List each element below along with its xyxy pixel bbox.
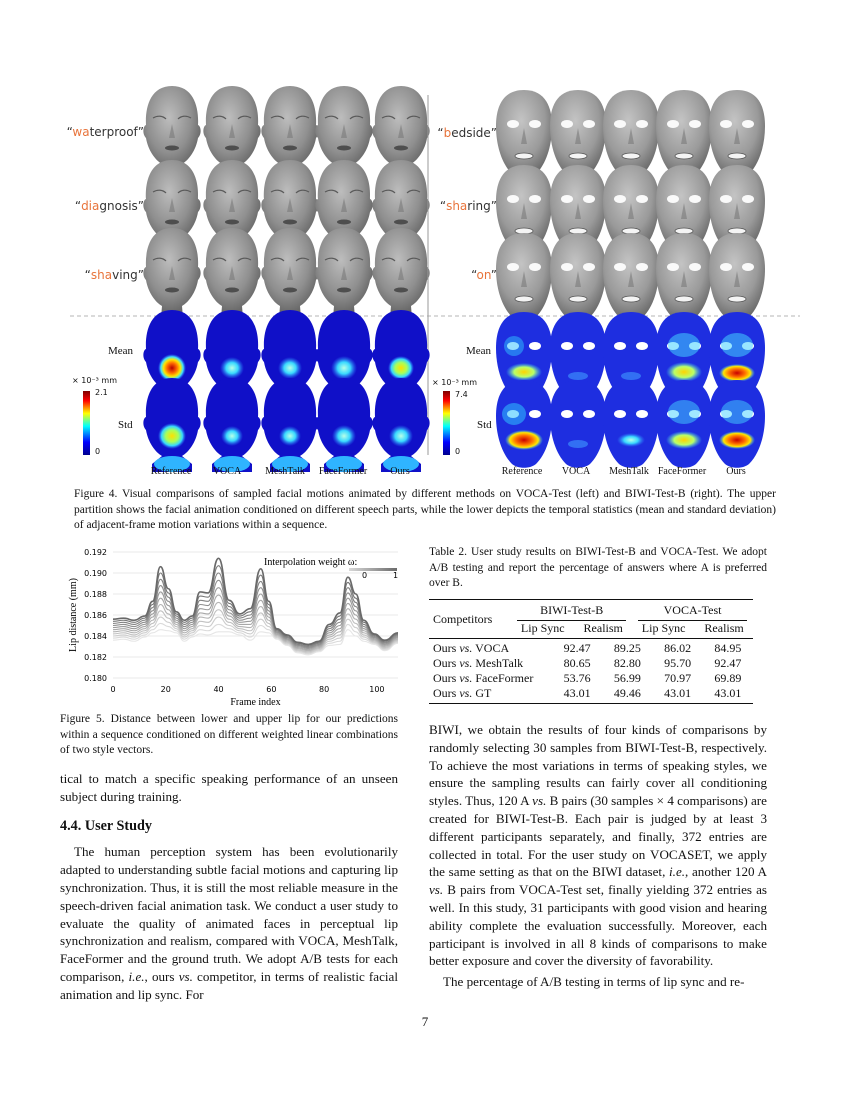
header-voca: VOCA-Test bbox=[632, 603, 753, 621]
right-col-meshtalk: MeshTalk bbox=[609, 466, 649, 477]
page-number: 7 bbox=[421, 1014, 429, 1029]
right-scale-max: 7.4 bbox=[455, 390, 468, 399]
table-row: Ours vs. MeshTalk 80.65 82.80 95.70 92.47 bbox=[433, 656, 742, 670]
header-biwi: BIWI-Test-B bbox=[511, 603, 632, 621]
table-row: Ours vs. FaceFormer 53.76 56.99 70.97 69.89 bbox=[433, 671, 742, 685]
legend-max: 1 bbox=[393, 571, 399, 580]
right-grey-masks bbox=[496, 90, 765, 321]
y-tick-label: 0.186 bbox=[84, 611, 107, 620]
x-tick-label: 20 bbox=[160, 685, 171, 694]
legend-title: Interpolation weight ω: bbox=[264, 557, 358, 568]
right-colorbar bbox=[443, 391, 450, 455]
y-tick-label: 0.190 bbox=[84, 569, 107, 578]
left-col-voca: VOCA bbox=[212, 466, 242, 477]
figure-5-chart bbox=[60, 542, 410, 712]
right-col-voca: VOCA bbox=[561, 466, 591, 477]
paragraph-user-study: The human perception system has been evolutionarily adapted to understanding subtle facial motions and capturing lip synchronization. Thus, it is still the most reliable measure in the speech-driven facial animation task. We conduct a user study to evaluate the quality of animated faces in perceptual lip synchronization and realism, compared with VOCA, MeshTalk, FaceFormer and the ground truth. We adopt A/B tests for each comparison, i.e., ours vs. competitor, in terms of realistic facial animation and lip sync. For bbox=[60, 844, 399, 1002]
paragraph-continued: tical to match a specific speaking performance of an unseen subject during training. bbox=[60, 771, 398, 804]
y-tick-label: 0.184 bbox=[84, 632, 107, 641]
left-scale-unit: × 10⁻³ mm bbox=[72, 376, 117, 385]
y-tick-label: 0.188 bbox=[84, 590, 107, 599]
sub-header: Realism bbox=[704, 621, 744, 635]
left-col-faceformer: FaceFormer bbox=[318, 466, 368, 477]
table-2-caption: Table 2. User study results on BIWI-Test-B and VOCA-Test. We adopt A/B testing and report the percentage of answers where A is preferred over B. bbox=[429, 546, 767, 590]
figure-4-caption: Figure 4. Visual comparisons of sampled facial motions animated by different methods on VOCA-Test (left) and BIWI-Test-B (right). The upper partition shows the facial animation conditioned on different speech parts, while the lower depicts the temporal statistics (mean and standard deviation) of adjacent-frame motion variations within a sequence. bbox=[74, 488, 776, 532]
figure-4-graphics bbox=[0, 0, 850, 490]
sub-header: Lip Sync bbox=[641, 621, 686, 635]
y-tick-label: 0.182 bbox=[84, 653, 107, 662]
header-competitors: Competitors bbox=[433, 612, 493, 626]
x-tick-label: 0 bbox=[110, 685, 116, 694]
left-col-meshtalk: MeshTalk bbox=[265, 466, 305, 477]
sub-header: Realism bbox=[583, 621, 623, 635]
left-word-2: “diagnosis” bbox=[74, 199, 144, 213]
legend-gradient bbox=[349, 568, 397, 571]
x-tick-label: 40 bbox=[213, 685, 224, 694]
left-grey-heads bbox=[143, 86, 429, 318]
legend-min: 0 bbox=[362, 571, 368, 580]
y-axis-label: Lip distance (mm) bbox=[68, 578, 79, 652]
left-heatmap-std bbox=[143, 378, 429, 472]
left-col-reference: Reference bbox=[150, 466, 192, 477]
right-word-2: “sharing” bbox=[439, 199, 497, 213]
left-word-1: “waterproof” bbox=[66, 125, 144, 139]
x-axis-label: Frame index bbox=[230, 697, 281, 708]
right-mean-label: Mean bbox=[466, 345, 492, 357]
right-scale-unit: × 10⁻³ mm bbox=[432, 378, 477, 387]
table-row: Ours vs. VOCA 92.47 89.25 86.02 84.95 bbox=[433, 641, 742, 655]
right-scale-min: 0 bbox=[455, 447, 461, 456]
x-tick-label: 60 bbox=[266, 685, 277, 694]
left-mean-label: Mean bbox=[108, 345, 134, 357]
x-tick-label: 80 bbox=[319, 685, 330, 694]
y-tick-label: 0.192 bbox=[84, 548, 107, 557]
paragraph-biwi: BIWI, we obtain the results of four kinds of comparisons by randomly selecting 30 samples from BIWI-Test-B, respectively. To achieve the most variations in terms of speaking styles, we ensure the sampling results can fairly cover all conditioning styles. Thus, 120 A vs. B pairs (30 samples × 4 comparisons) are created for BIWI-Test-B. Each pair is judged by at least 3 different participants separately, and finally, 372 entries are collected in total. For the user study on VOCASET, we apply the same setting as that on the BIWI dataset, i.e., another 120 A vs. B pairs from VOCA-Test set, finally yielding 372 entries as well. In this study, 31 participants with good vision and hearing ability complete the evaluation successfully. Moreover, each participant is involved in all 8 kinds of comparisons to make better exposure and cover the diversity of favorability. bbox=[429, 722, 767, 969]
chart-legend bbox=[264, 557, 398, 580]
right-std-label: Std bbox=[477, 419, 492, 431]
table-2 bbox=[429, 599, 753, 704]
right-col-faceformer: FaceFormer bbox=[657, 466, 707, 477]
left-col-ours: Ours bbox=[390, 466, 410, 477]
left-word-3: “shaving” bbox=[84, 268, 144, 282]
left-std-label: Std bbox=[118, 419, 133, 431]
x-tick-label: 100 bbox=[369, 685, 385, 694]
left-colorbar bbox=[83, 391, 90, 455]
right-col-ours: Ours bbox=[726, 466, 746, 477]
left-column bbox=[60, 770, 398, 1004]
right-word-1: “bedside” bbox=[437, 126, 497, 140]
paragraph-percentage: The percentage of A/B testing in terms of lip sync and re- bbox=[443, 974, 745, 990]
right-column bbox=[429, 721, 767, 991]
left-scale-min: 0 bbox=[95, 447, 101, 456]
right-col-reference: Reference bbox=[501, 466, 543, 477]
right-heatmap-std bbox=[496, 380, 765, 468]
figure-5-caption: Figure 5. Distance between lower and upper lip for our predictions within a sequence conditioned on different weighted linear combinations of two style vectors. bbox=[60, 713, 398, 757]
y-tick-label: 0.180 bbox=[84, 674, 107, 683]
table-row: Ours vs. GT 43.01 49.46 43.01 43.01 bbox=[433, 686, 742, 700]
section-heading: 4.4. User Study bbox=[60, 817, 152, 834]
right-word-3: “on” bbox=[471, 268, 497, 282]
sub-header: Lip Sync bbox=[520, 621, 565, 635]
left-scale-max: 2.1 bbox=[95, 388, 108, 397]
series-line bbox=[113, 630, 398, 655]
